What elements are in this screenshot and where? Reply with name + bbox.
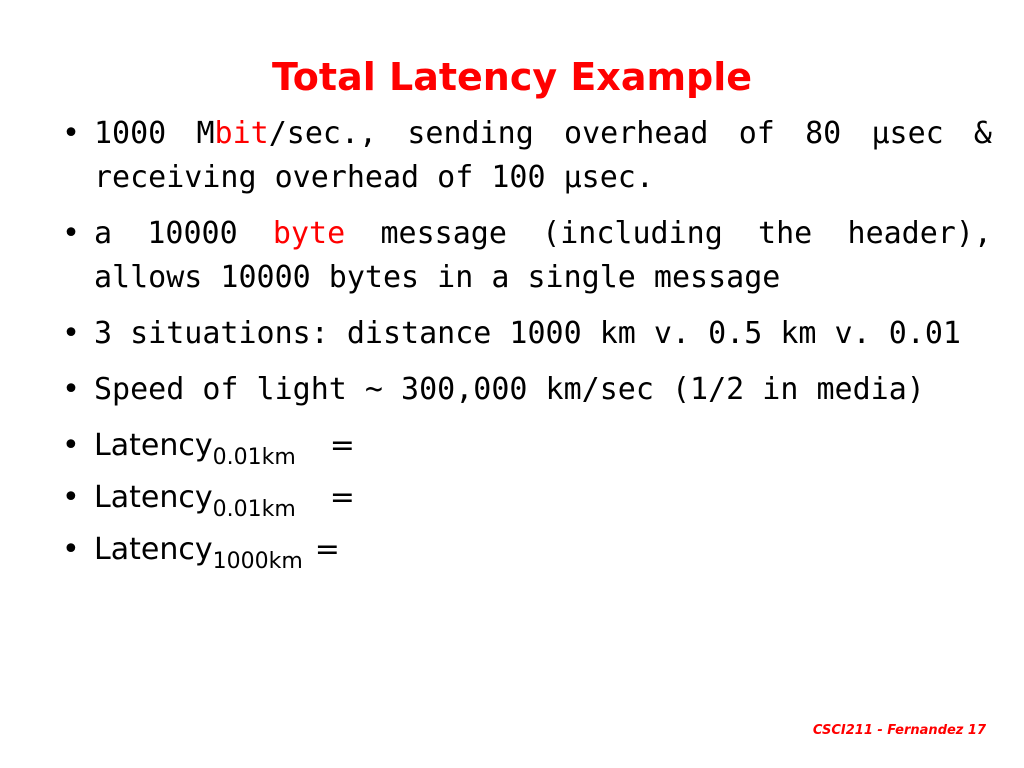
bullet-text: message (including the header), allows 10000 bytes in a single message (94, 216, 992, 295)
bullet-situations (62, 312, 992, 356)
latency-subscript: 1000km (212, 549, 303, 574)
latency-equals: = (329, 480, 355, 515)
bullet-text: 3 situations: distance 1000 km v. 0.5 km v. 0.01 (94, 316, 961, 351)
slide-title: Total Latency Example (271, 55, 753, 100)
bullet-latency-1 (62, 424, 992, 468)
bullet-icon: • (62, 480, 80, 515)
latency-label: Latency (94, 532, 213, 567)
slide-footer: CSCI211 - Fernandez 17 (812, 723, 986, 738)
latency-equals: = (314, 532, 340, 567)
bullet-list (62, 112, 992, 580)
latency-subscript: 0.01km (212, 497, 296, 522)
bullet-icon: • (62, 216, 81, 251)
bullet-icon: • (62, 116, 81, 151)
bullet-text: a 10000 (94, 216, 273, 251)
bullet-text: 1000 M (94, 116, 215, 151)
bullet-icon: • (62, 532, 80, 567)
bullet-message-size (62, 212, 992, 300)
bullet-highlight: bit (214, 116, 269, 151)
latency-subscript: 0.01km (212, 445, 296, 470)
bullet-speed-of-light (62, 368, 992, 412)
bullet-icon: • (62, 428, 80, 463)
bullet-latency-3 (62, 528, 992, 572)
bullet-text: /sec., sending overhead of 80 µsec & receiving overhead of 100 µsec. (94, 116, 992, 195)
bullet-icon: • (62, 372, 81, 407)
bullet-latency-2 (62, 476, 992, 520)
latency-equals: = (329, 428, 355, 463)
bullet-bandwidth (62, 112, 992, 200)
bullet-highlight: byte (272, 216, 346, 251)
bullet-text: Speed of light ~ 300,000 km/sec (1/2 in media) (94, 372, 925, 407)
bullet-icon: • (62, 316, 81, 351)
latency-label: Latency (94, 480, 213, 515)
latency-label: Latency (94, 428, 213, 463)
